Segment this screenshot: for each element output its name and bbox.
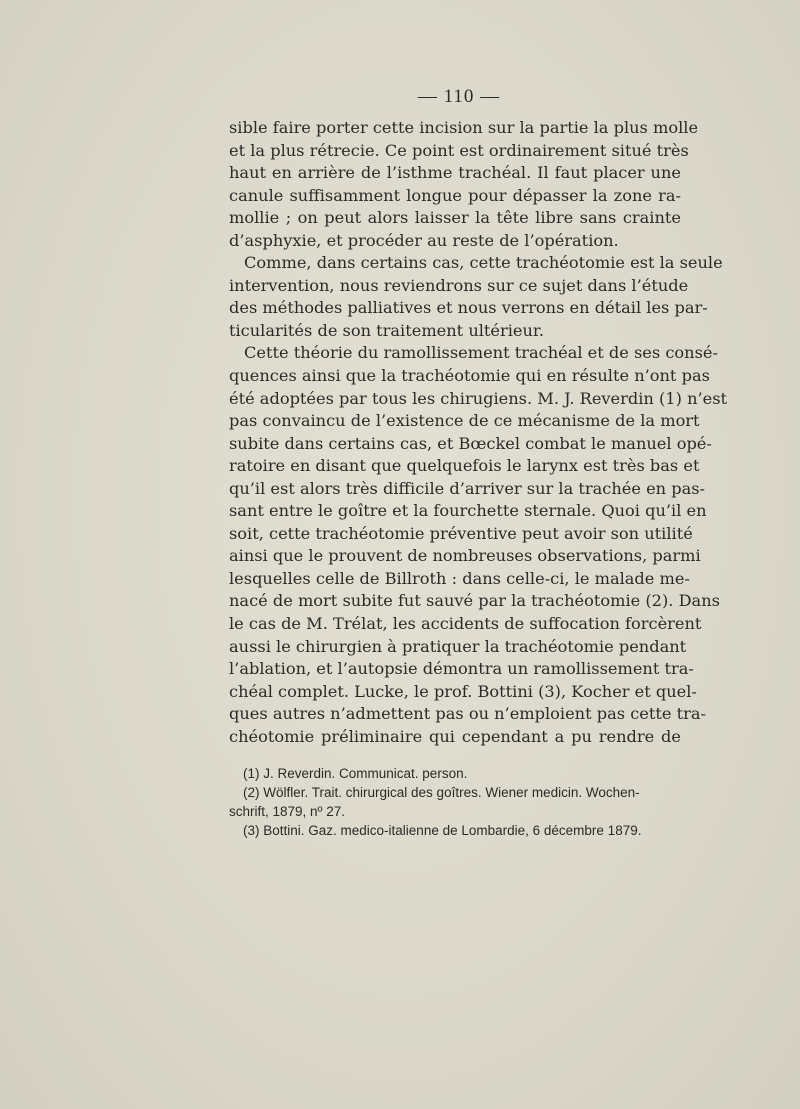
text-line: lesquelles celle de Billroth : dans celle-ci, le malade me- [229, 568, 690, 588]
footnote-1: (1) J. Reverdin. Communicat. person. [243, 766, 468, 781]
text-line: d’asphyxie, et procéder au reste de l’opération. [229, 230, 619, 250]
text-line: intervention, nous reviendrons sur ce sujet dans l’étude [229, 275, 689, 295]
text-line: sible faire porter cette incision sur la partie la plus molle [229, 118, 699, 137]
footnotes [229, 764, 681, 840]
text-line: quences ainsi que la trachéotomie qui en résulte n’ont pas [229, 366, 710, 386]
text-line: nacé de mort subite fut sauvé par la trachéotomie (2). Dans [229, 591, 720, 611]
text-line: l’ablation, et l’autopsie démontra un ramollissement tra- [229, 659, 694, 679]
text-line: Cette théorie du ramollissement trachéal et de ses consé- [244, 343, 718, 363]
text-line: Comme, dans certains cas, cette trachéotomie est la seule [244, 253, 723, 273]
text-line: canule suffisamment longue pour dépasser la zone ra- [229, 185, 681, 205]
text-line: et la plus rétrecie. Ce point est ordinairement situé très [229, 140, 689, 160]
text-line: aussi le chirurgien à pratiquer la trachéotomie pendant [229, 636, 687, 656]
text-line: été adoptées par tous les chirugiens. M. J. Reverdin (1) n’est [229, 388, 728, 408]
text-line: subite dans certains cas, et Bœckel combat le manuel opé- [229, 433, 712, 453]
footnote-2: (2) Wölfler. Trait. chirurgical des goîtres. Wiener medicin. Wochen- [243, 785, 640, 800]
text-line: soit, cette trachéotomie préventive peut avoir son utilité [229, 523, 693, 543]
page-number: — 110 — [417, 86, 501, 107]
text-line: pas convaincu de l’existence de ce mécanisme de la mort [229, 411, 700, 431]
footnote-2-continuation: schrift, 1879, nº 27. [229, 804, 345, 819]
text-line: des méthodes palliatives et nous verrons en détail les par- [229, 298, 708, 318]
text-line: ainsi que le prouvent de nombreuses observations, parmi [229, 546, 701, 566]
text-line: ques autres n’admettent pas ou n’emploient pas cette tra- [229, 704, 706, 724]
text-line: qu’il est alors très difficile d’arriver sur la trachée en pas- [229, 478, 706, 498]
text-line: le cas de M. Trélat, les accidents de suffocation forcèrent [229, 614, 702, 634]
text-line: ratoire en disant que quelquefois le larynx est très bas et [229, 456, 700, 476]
body-text [229, 117, 728, 748]
footnote-3: (3) Bottini. Gaz. medico-italienne de Lombardie, 6 décembre 1879. [243, 823, 642, 838]
text-line: sant entre le goître et la fourchette sternale. Quoi qu’il en [229, 501, 707, 521]
text-line: chéal complet. Lucke, le prof. Bottini (3), Kocher et quel- [229, 681, 697, 701]
text-line: haut en arrière de l’isthme trachéal. Il faut placer une [229, 163, 681, 183]
text-line: ticularités de son traitement ultérieur. [229, 320, 545, 340]
text-line: mollie ; on peut alors laisser la tête libre sans crainte [229, 208, 681, 228]
text-line: chéotomie préliminaire qui cependant a pu rendre de [229, 726, 681, 746]
